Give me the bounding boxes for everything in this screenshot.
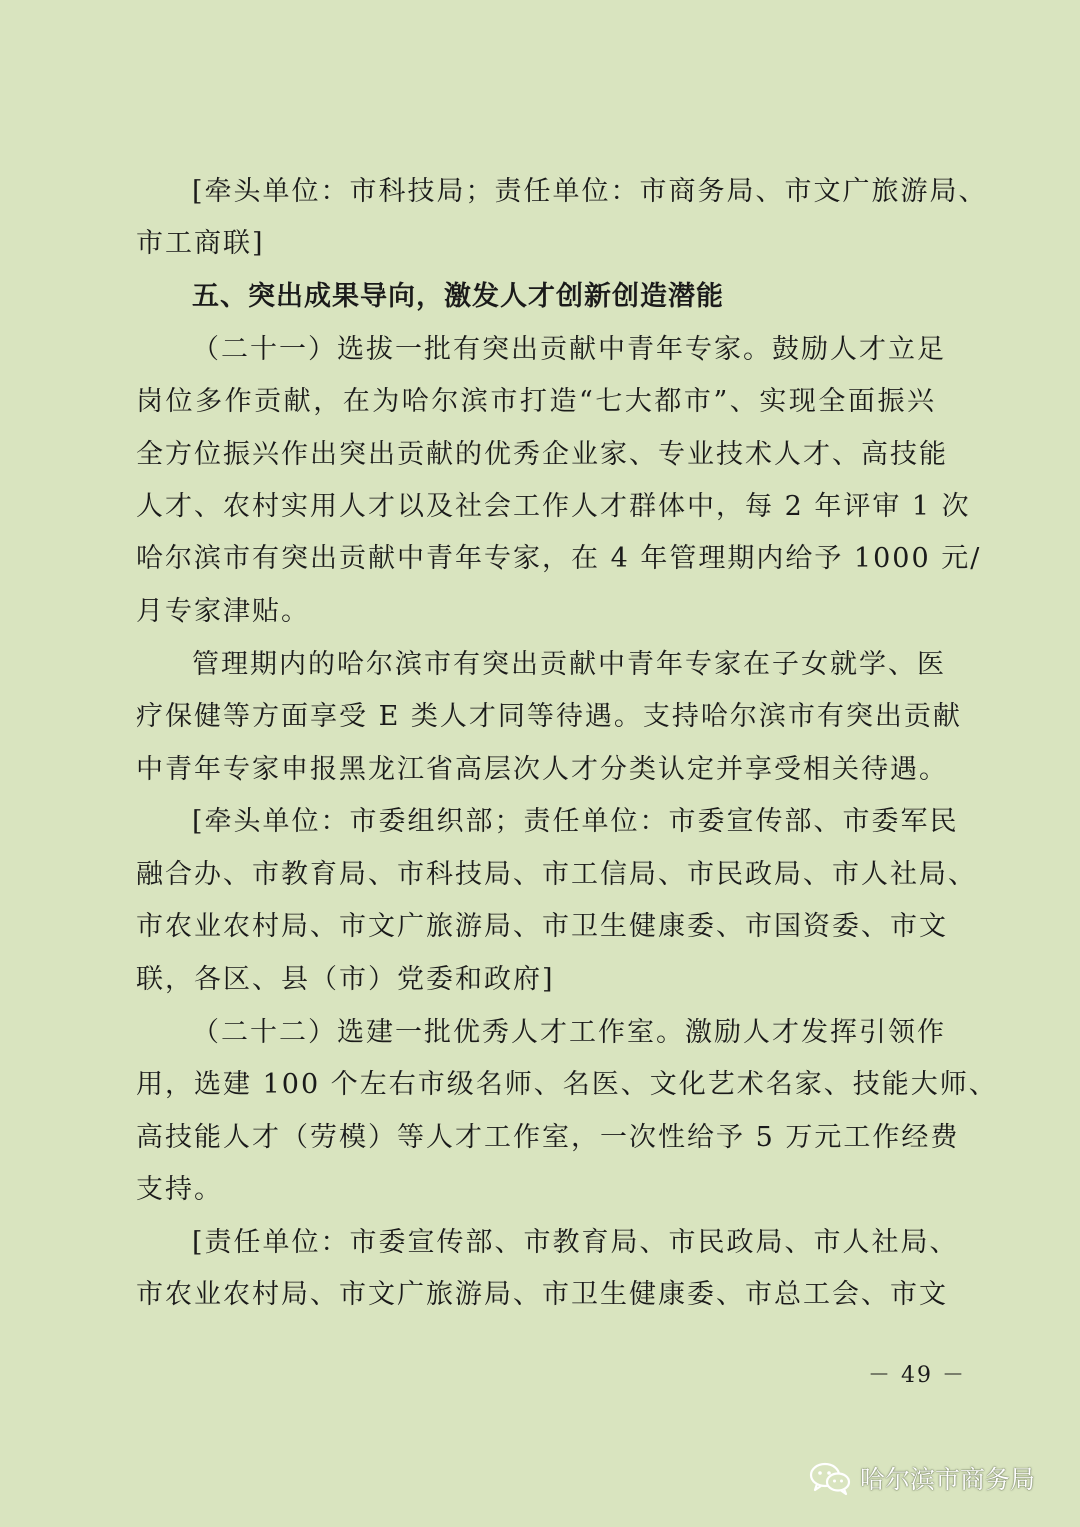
watermark: [808, 1458, 1035, 1498]
text-line: [牵头单位：市科技局；责任单位：市商务局、市文广旅游局、: [192, 176, 988, 207]
page-number: － 49 －: [868, 1363, 966, 1388]
text-line: 市农业农村局、市文广旅游局、市卫生健康委、市国资委、市文: [136, 911, 948, 942]
text-line: 岗位多作贡献，在为哈尔滨市打造“七大都市”、实现全面振兴: [136, 386, 936, 417]
text-line: 高技能人才（劳模）等人才工作室，一次性给予 5 万元工作经费: [136, 1122, 960, 1153]
section-heading: 五、突出成果导向，激发人才创新创造潜能: [192, 281, 724, 312]
text-line: 联，各区、县（市）党委和政府]: [136, 964, 555, 995]
text-line: [责任单位：市委宣传部、市教育局、市民政局、市人社局、: [192, 1227, 959, 1258]
text-line: 支持。: [136, 1174, 223, 1205]
text-line: 中青年专家申报黑龙江省高层次人才分类认定并享受相关待遇。: [136, 754, 948, 785]
text-line: （二十一）选拔一批有突出贡献中青年专家。鼓励人才立足: [192, 334, 946, 365]
text-line: 市农业农村局、市文广旅游局、市卫生健康委、市总工会、市文: [136, 1279, 948, 1310]
text-line: 用，选建 100 个左右市级名师、名医、文化艺术名家、技能大师、: [136, 1069, 998, 1100]
watermark-text: 哈尔滨市商务局: [860, 1465, 1036, 1494]
text-line: [牵头单位：市委组织部；责任单位：市委宣传部、市委军民: [192, 806, 959, 837]
text-line: 人才、农村实用人才以及社会工作人才群体中，每 2 年评审 1 次: [136, 491, 971, 522]
text-line: 哈尔滨市有突出贡献中青年专家，在 4 年管理期内给予 1000 元/: [136, 543, 982, 574]
text-line: 管理期内的哈尔滨市有突出贡献中青年专家在子女就学、医: [192, 649, 946, 680]
text-line: 融合办、市教育局、市科技局、市工信局、市民政局、市人社局、: [136, 859, 977, 890]
wechat-icon: [808, 1460, 852, 1496]
text-line: 疗保健等方面享受 E 类人才同等待遇。支持哈尔滨市有突出贡献: [136, 701, 962, 732]
text-line: 市工商联]: [136, 228, 265, 259]
text-line: （二十二）选建一批优秀人才工作室。激励人才发挥引领作: [192, 1017, 946, 1048]
text-line: 月专家津贴。: [136, 596, 310, 627]
text-line: 全方位振兴作出突出贡献的优秀企业家、专业技术人才、高技能: [136, 439, 948, 470]
